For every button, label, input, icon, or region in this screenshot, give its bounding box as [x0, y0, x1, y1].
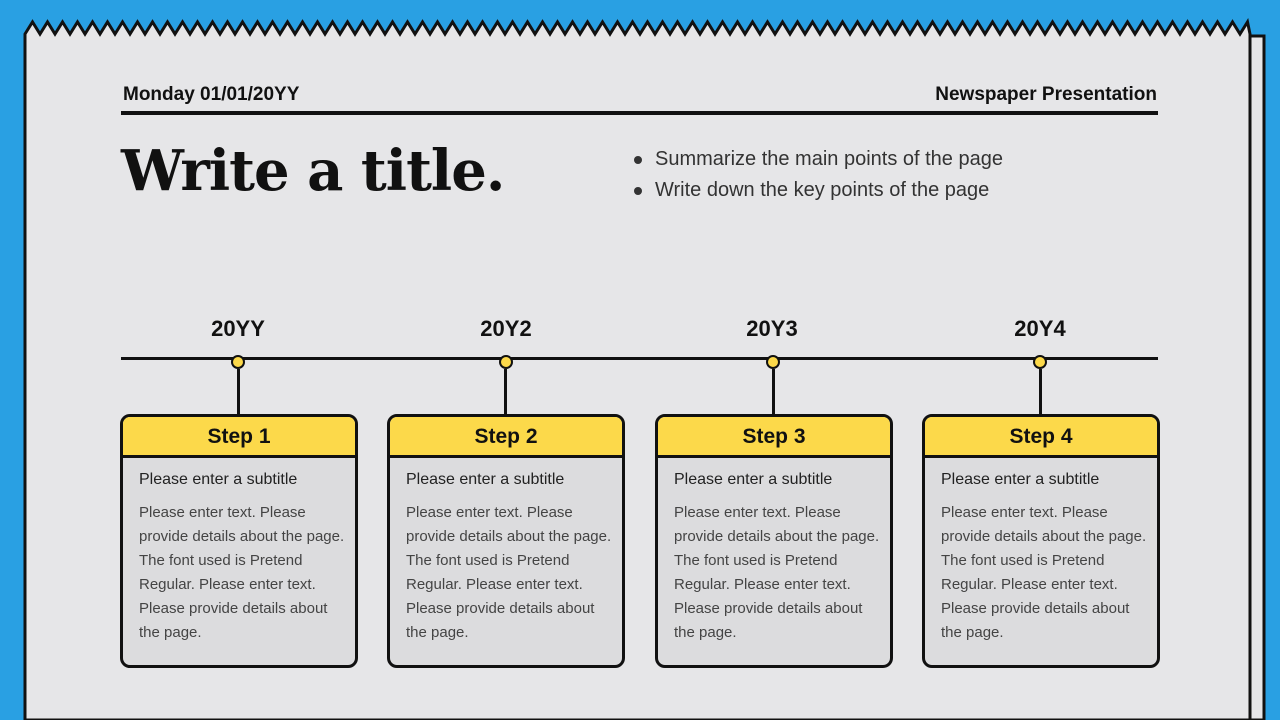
step-card-1 — [120, 414, 358, 668]
timeline-marker-icon — [499, 355, 513, 369]
summary-bullet-list — [634, 144, 1003, 206]
timeline-year-1: 20YY — [211, 316, 265, 341]
step-card-header: Step 4 — [925, 417, 1157, 458]
step-card-subtitle: Please enter a subtitle — [406, 471, 565, 488]
bullet-dot-icon — [634, 187, 642, 195]
timeline-connector — [1039, 369, 1042, 414]
timeline-connector — [237, 369, 240, 414]
step-card-subtitle: Please enter a subtitle — [139, 471, 298, 488]
timeline-year-4: 20Y4 — [1014, 316, 1066, 341]
header-date: Monday 01/01/20YY — [123, 84, 300, 105]
bullet-text: Summarize the main points of the page — [655, 148, 1003, 170]
step-card-text: Please enter text. Please provide details about the page. The font used is Pretend Regular. Please enter text. Please provide details about the page. — [139, 504, 345, 641]
page-title: Write a title. — [121, 138, 505, 204]
step-card-text: Please enter text. Please provide details about the page. The font used is Pretend Regular. Please enter text. Please provide details about the page. — [674, 504, 880, 641]
timeline-year-3: 20Y3 — [746, 316, 798, 341]
step-card-header: Step 1 — [123, 417, 355, 458]
step-card-text: Please enter text. Please provide details about the page. The font used is Pretend Regular. Please enter text. Please provide details about the page. — [941, 504, 1147, 641]
timeline-marker-icon — [1033, 355, 1047, 369]
step-card-text: Please enter text. Please provide details about the page. The font used is Pretend Regular. Please enter text. Please provide details about the page. — [406, 504, 612, 641]
header-divider — [121, 111, 1158, 115]
step-card-header: Step 3 — [658, 417, 890, 458]
timeline-connector — [504, 369, 507, 414]
step-card-3 — [655, 414, 893, 668]
step-card-subtitle: Please enter a subtitle — [674, 471, 833, 488]
step-card-subtitle: Please enter a subtitle — [941, 471, 1100, 488]
timeline-marker-icon — [766, 355, 780, 369]
bullet-text: Write down the key points of the page — [655, 179, 990, 201]
bullet-item — [634, 175, 1003, 206]
timeline-axis — [121, 357, 1158, 360]
step-card-4 — [922, 414, 1160, 668]
step-card-2 — [387, 414, 625, 668]
timeline-connector — [772, 369, 775, 414]
bullet-dot-icon — [634, 156, 642, 164]
timeline-marker-icon — [231, 355, 245, 369]
timeline-year-2: 20Y2 — [480, 316, 532, 341]
step-card-header: Step 2 — [390, 417, 622, 458]
header-publication-name: Newspaper Presentation — [935, 84, 1157, 105]
bullet-item — [634, 144, 1003, 175]
